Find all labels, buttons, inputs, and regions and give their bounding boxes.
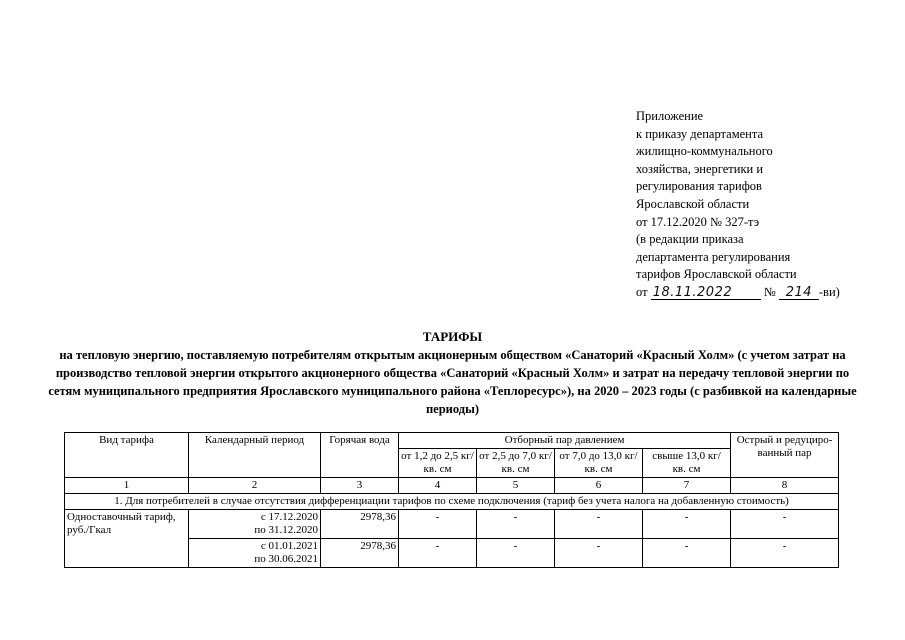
header-row (65, 433, 839, 449)
appendix-line: Ярославской области (636, 196, 750, 211)
steam-value: - (555, 510, 643, 539)
handwritten-number: 214 (779, 286, 819, 300)
column-number: 7 (643, 478, 731, 494)
appendix-line: регулирования тарифов (636, 179, 762, 194)
column-number: 2 (189, 478, 321, 494)
header-steam-1: от 1,2 до 2,5 кг/ кв. см (399, 449, 477, 478)
tariff-name: Одноставочный тариф, руб./Гкал (65, 510, 189, 568)
header-tariff-type: Вид тарифа (65, 433, 189, 478)
appendix-line: департамента регулирования (636, 249, 791, 264)
header-reduced-steam: Острый и редуциро-ванный пар (731, 433, 839, 478)
steam-value: - (643, 539, 731, 568)
period-cell (189, 510, 321, 539)
header-period: Календарный период (189, 433, 321, 478)
appendix-line: хозяйства, энергетики и (636, 161, 764, 176)
period-from: с 17.12.2020 (260, 511, 318, 523)
appendix-block (636, 108, 840, 302)
header-steam-4: свыше 13,0 кг/ кв. см (643, 449, 731, 478)
header-steam-3: от 7,0 до 13,0 кг/ кв. см (555, 449, 643, 478)
column-number-row (65, 478, 839, 494)
appendix-last-suffix: -ви) (818, 284, 840, 299)
column-number: 5 (477, 478, 555, 494)
header-steam-2: от 2,5 до 7,0 кг/ кв. см (477, 449, 555, 478)
steam-value: - (477, 510, 555, 539)
document-title (40, 328, 865, 418)
column-number: 1 (65, 478, 189, 494)
tariff-table (64, 432, 839, 568)
steam-value: - (555, 539, 643, 568)
period-from: с 01.01.2021 (260, 540, 318, 552)
number-sign: № (763, 284, 776, 299)
handwritten-date: 18.11.2022 (651, 286, 761, 300)
section-row (65, 494, 839, 510)
title-subtitle: на тепловую энергию, поставляемую потребителям открытым акционерным обществом «Санаторий «Красный Холм» (с учетом затрат на производство тепловой энергии открытого акционерного общества «Санаторий «Красный Холм» и затрат на передачу тепловой энергии по сетям муниципального предприятия Ярославского муниципального района «Теплоресурс»), на 2020 – 2023 годы (с разбивкой на календарные периоды) (48, 348, 857, 416)
appendix-last-line (636, 284, 840, 302)
section-title: 1. Для потребителей в случае отсутствия дифференциации тарифов по схеме подключения (тариф без учета налога на добавленную стоимость) (65, 494, 839, 510)
steam-value: - (477, 539, 555, 568)
column-number: 4 (399, 478, 477, 494)
steam-value: - (399, 510, 477, 539)
appendix-line: Приложение (636, 109, 704, 123)
period-to: по 31.12.2020 (254, 524, 318, 536)
period-cell (189, 539, 321, 568)
column-number: 3 (321, 478, 399, 494)
title-heading: ТАРИФЫ (422, 329, 483, 344)
appendix-line: тарифов Ярославской области (636, 267, 797, 282)
table-row (65, 510, 839, 539)
appendix-last-prefix: от (636, 284, 648, 299)
reduced-steam-value: - (731, 539, 839, 568)
appendix-line: (в редакции приказа (636, 232, 744, 247)
appendix-line: к приказу департамента (636, 126, 764, 141)
period-to: по 30.06.2021 (254, 553, 318, 565)
appendix-line: жилищно-коммунального (636, 144, 773, 159)
column-number: 8 (731, 478, 839, 494)
hot-water-value: 2978,36 (321, 510, 399, 539)
appendix-line: от 17.12.2020 № 327-тэ (636, 214, 760, 229)
header-hot-water: Горячая вода (321, 433, 399, 478)
steam-value: - (643, 510, 731, 539)
header-steam-group: Отборный пар давлением (399, 433, 731, 449)
hot-water-value: 2978,36 (321, 539, 399, 568)
column-number: 6 (555, 478, 643, 494)
reduced-steam-value: - (731, 510, 839, 539)
steam-value: - (399, 539, 477, 568)
